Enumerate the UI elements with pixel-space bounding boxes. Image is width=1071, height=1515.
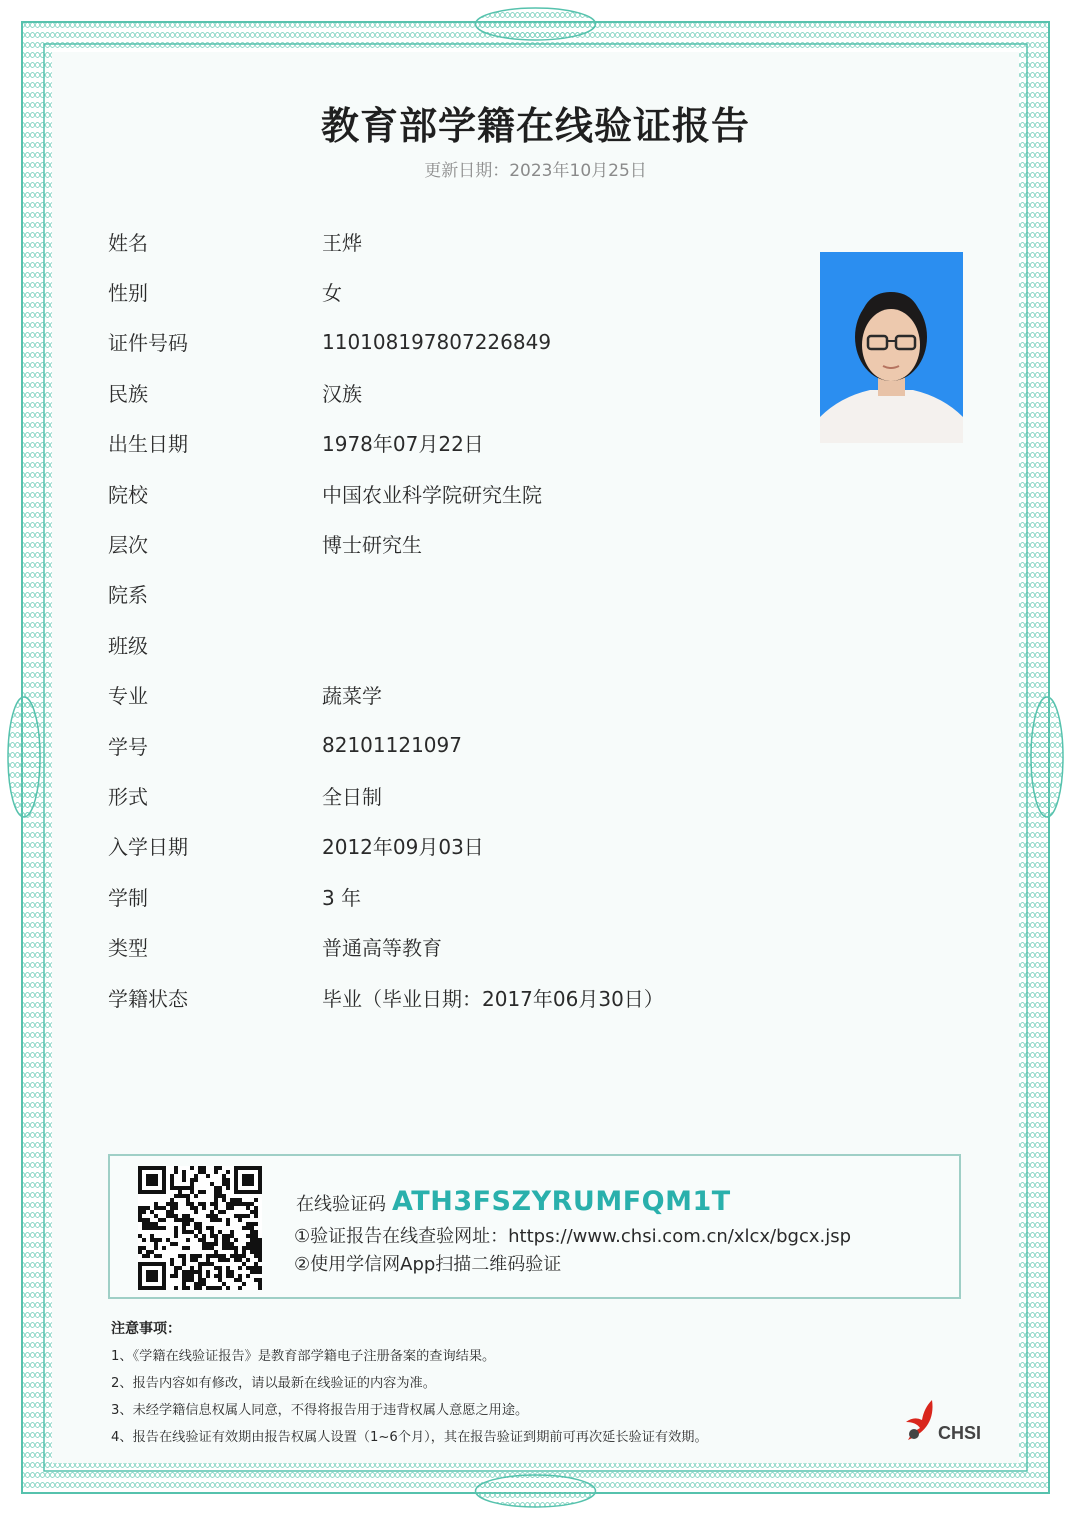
field-value: 1978年07月22日: [322, 432, 484, 457]
field-label: 姓名: [108, 230, 148, 255]
field-row-school: [108, 468, 808, 518]
field-value: 汉族: [322, 381, 362, 406]
field-value: 110108197807226849: [322, 329, 552, 354]
notes-title: 注意事项：: [111, 1321, 181, 1337]
field-label: 专业: [108, 684, 148, 709]
note-item: 3、未经学籍信息权属人同意，不得将报告用于违背权属人意愿之用途。: [111, 1403, 529, 1418]
field-label: 学号: [108, 734, 148, 759]
field-row-enroll-date: [108, 821, 808, 871]
field-row-level: [108, 518, 808, 568]
student-photo: [820, 252, 963, 443]
field-label: 出生日期: [108, 432, 188, 457]
field-label: 入学日期: [108, 835, 188, 860]
field-value: 博士研究生: [322, 533, 422, 558]
notes-section: [111, 1318, 911, 1456]
field-value: 3 年: [322, 885, 362, 910]
field-value: 中国农业科学院研究生院: [322, 482, 542, 507]
field-label: 班级: [108, 633, 148, 658]
report-title: 教育部学籍在线验证报告: [320, 104, 750, 148]
note-item: 1、《学籍在线验证报告》是教育部学籍电子注册备案的查询结果。: [111, 1349, 496, 1364]
chsi-logo-text: CHSI: [938, 1423, 982, 1443]
field-label: 证件号码: [108, 331, 188, 356]
field-value: 2012年09月03日: [322, 835, 484, 860]
field-row-status: [108, 972, 808, 1022]
verification-code-label: 在线验证码: [296, 1194, 386, 1215]
field-row-ethnicity: [108, 367, 808, 417]
field-label: 性别: [108, 281, 148, 306]
field-value: 女: [322, 281, 342, 306]
info-table: [108, 216, 808, 1022]
field-value: 毕业（毕业日期：2017年06月30日）: [322, 986, 664, 1011]
field-row-gender: [108, 266, 808, 316]
field-label: 层次: [108, 533, 148, 558]
note-item: 4、报告在线验证有效期由报告权属人设置（1~6个月），其在报告验证到期前可再次延长验证有效期。: [111, 1430, 708, 1445]
field-row-mode: [108, 770, 808, 820]
verification-code: ATH3FSZYRUMFQM1T: [392, 1186, 731, 1217]
field-row-birth-date: [108, 418, 808, 468]
field-row-name: [108, 216, 808, 266]
field-label: 形式: [108, 784, 148, 809]
app-scan-tip: ②使用学信网App扫描二维码验证: [294, 1254, 562, 1275]
verification-url-tip: ①验证报告在线查验网址：https://www.chsi.com.cn/xlcx/bgcx.jsp: [294, 1226, 852, 1247]
field-value: 普通高等教育: [322, 936, 442, 961]
field-row-student-id: [108, 720, 808, 770]
field-row-type: [108, 921, 808, 971]
note-item: 2、报告内容如有修改，请以最新在线验证的内容为准。: [111, 1376, 436, 1391]
field-label: 类型: [108, 936, 148, 961]
field-row-duration: [108, 871, 808, 921]
field-label: 院校: [108, 482, 148, 507]
field-row-department: [108, 569, 808, 619]
field-label: 学籍状态: [108, 986, 188, 1011]
field-value: 82101121097: [322, 733, 462, 758]
field-row-class: [108, 619, 808, 669]
field-value: 王烨: [322, 230, 362, 255]
chsi-bird-icon: [902, 1398, 942, 1444]
field-row-major: [108, 670, 808, 720]
field-row-id-number: [108, 317, 808, 367]
field-label: 学制: [108, 885, 148, 910]
field-label: 院系: [108, 583, 148, 608]
field-label: 民族: [108, 381, 148, 406]
update-date: 更新日期：2023年10月25日: [424, 161, 647, 181]
verification-code-line: [296, 1186, 731, 1217]
qr-code[interactable]: [138, 1166, 262, 1290]
field-value: 全日制: [322, 784, 382, 809]
field-value: 蔬菜学: [322, 684, 382, 709]
